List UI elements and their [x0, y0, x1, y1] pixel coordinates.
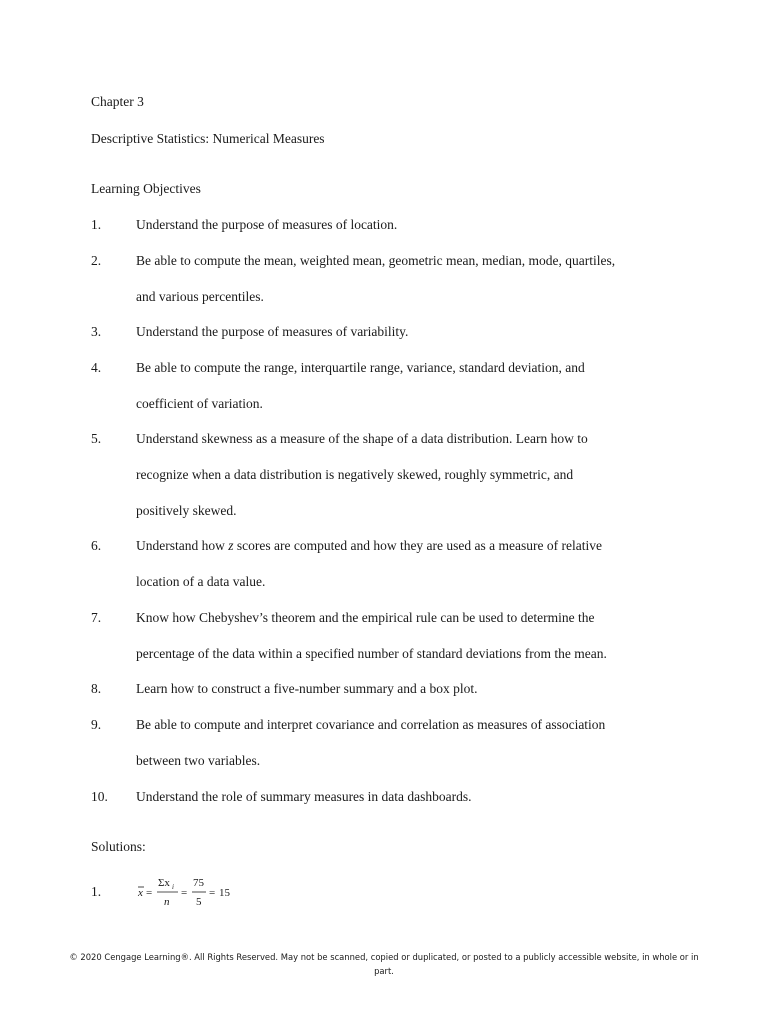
objective-number: 8. [91, 681, 102, 696]
objective-text: Understand the purpose of measures of variability. [136, 324, 409, 339]
svg-text:=: = [146, 887, 153, 899]
objective-number: 1. [91, 217, 102, 232]
svg-text:=: = [209, 887, 216, 899]
mean-equation [136, 874, 246, 910]
equation-denominator-2: 5 [196, 896, 202, 908]
objective-text: Understand skewness as a measure of the shape of a data distribution. Learn how to [136, 431, 588, 446]
objective-text: Understand the role of summary measures in data dashboards. [136, 789, 472, 804]
chapter-label: Chapter 3 [91, 94, 144, 109]
objective-text: location of a data value. [136, 574, 266, 589]
objective-number: 3. [91, 324, 102, 339]
objective-text: and various percentiles. [136, 289, 264, 304]
objective-text: between two variables. [136, 753, 261, 768]
objective-number: 5. [91, 431, 102, 446]
equation-numerator: Σx [158, 877, 170, 889]
objective-number: 4. [91, 360, 102, 375]
objective-text: Understand how z scores are computed and how they are used as a measure of relative [136, 538, 602, 553]
objective-number: 10. [91, 789, 108, 804]
objective-text: Be able to compute the range, interquartile range, variance, standard deviation, and [136, 360, 585, 375]
objective-text: Know how Chebyshev’s theorem and the empirical rule can be used to determine the [136, 610, 595, 625]
equation-subscript: i [172, 883, 174, 891]
equation-denominator: n [164, 896, 170, 908]
z-variable: z [228, 538, 234, 553]
equation-result: 15 [219, 887, 230, 899]
objective-number: 7. [91, 610, 102, 625]
objective-text: positively skewed. [136, 503, 237, 518]
objectives-heading: Learning Objectives [91, 181, 201, 196]
objective-number: 6. [91, 538, 102, 553]
solution-number: 1. [91, 884, 102, 899]
objective-text: Understand the purpose of measures of location. [136, 217, 398, 232]
copyright-footer: © 2020 Cengage Learning®. All Rights Reserved. May not be scanned, copied or duplicated, or posted to a publicly accessible website, in whole or in part. [69, 952, 699, 976]
objective-text: percentage of the data within a specified number of standard deviations from the mean. [136, 646, 607, 661]
chapter-title: Descriptive Statistics: Numerical Measures [91, 131, 325, 146]
objective-text: Learn how to construct a five-number summary and a box plot. [136, 681, 478, 696]
solutions-heading: Solutions: [91, 839, 146, 854]
objective-text: Be able to compute and interpret covariance and correlation as measures of association [136, 717, 606, 732]
objective-number: 9. [91, 717, 102, 732]
objective-text: coefficient of variation. [136, 396, 263, 411]
objective-text: recognize when a data distribution is negatively skewed, roughly symmetric, and [136, 467, 574, 482]
equation-numerator-2: 75 [193, 877, 204, 889]
svg-text:=: = [181, 887, 188, 899]
objective-text: Be able to compute the mean, weighted mean, geometric mean, median, mode, quartiles, [136, 253, 616, 268]
objective-number: 2. [91, 253, 102, 268]
equation-lhs: x [138, 887, 143, 899]
